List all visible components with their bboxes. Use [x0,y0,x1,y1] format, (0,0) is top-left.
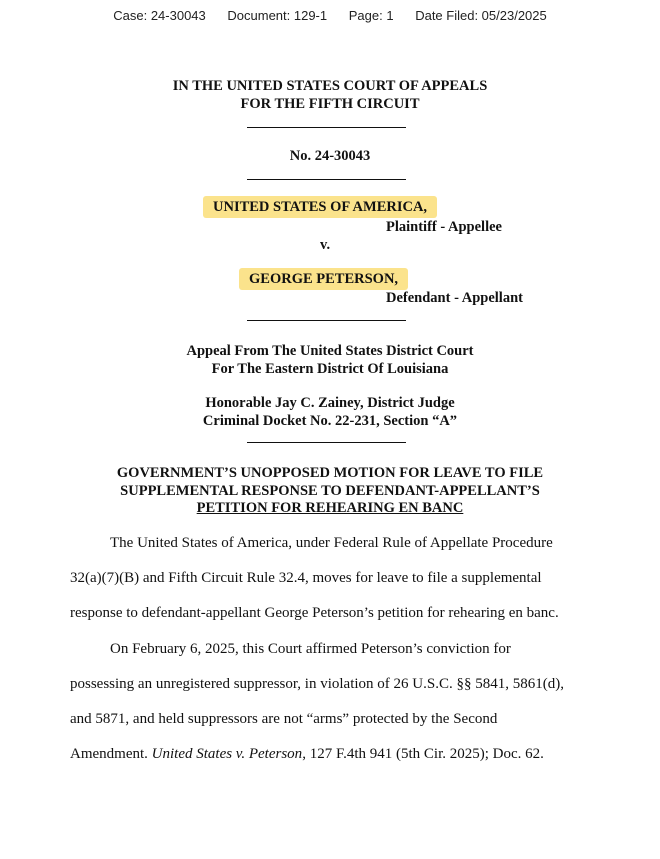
defendant-role: Defendant - Appellant [386,290,523,306]
court-name-line1: IN THE UNITED STATES COURT OF APPEALS [172,78,488,94]
judge-name: Honorable Jay C. Zainey, District Judge [205,395,455,411]
case-citation: United States v. Peterson [151,746,303,762]
paragraph2-line3: and 5871, and held suppressors are not “arms” protected by the Second [70,711,498,727]
appeal-from-line1: Appeal From The United States District Court [186,343,474,359]
defendant-name [239,271,408,288]
paragraph1-line3: response to defendant-appellant George Peterson’s petition for rehearing en banc. [70,605,559,621]
versus: v. [320,237,331,253]
appeal-from-line2: For The Eastern District Of Louisiana [211,361,449,377]
paragraph2-line1: On February 6, 2025, this Court affirmed Peterson’s conviction for [110,641,511,657]
paragraph2-line4-end: , 127 F.4th 941 (5th Cir. 2025); Doc. 62. [302,746,544,762]
plaintiff-role: Plaintiff - Appellee [386,219,502,235]
paragraph2-line4 [70,746,590,763]
paragraph1-line2: 32(a)(7)(B) and Fifth Circuit Rule 32.4, moves for leave to file a supplemental [70,570,542,586]
page-number-stamp: Page: 1 [348,8,394,23]
plaintiff-name [203,199,437,216]
document-number-stamp: Document: 129-1 [227,8,328,23]
date-filed-stamp: Date Filed: 05/23/2025 [415,8,547,23]
motion-title-line1: GOVERNMENT’S UNOPPOSED MOTION FOR LEAVE TO FILE [116,465,544,481]
docket-number: Criminal Docket No. 22-231, Section “A” [202,413,458,429]
paragraph2-line2: possessing an unregistered suppressor, in violation of 26 U.S.C. §§ 5841, 5861(d), [70,676,564,692]
divider [247,127,406,128]
divider [247,320,406,321]
case-number-stamp: Case: 24-30043 [113,8,206,23]
case-number: No. 24-30043 [289,148,371,164]
paragraph2-line4-start: Amendment. [70,746,152,762]
motion-title-line3-text: PETITION FOR REHEARING EN BANC [196,500,464,516]
defendant-name-highlight: GEORGE PETERSON, [239,268,408,290]
filing-header [0,8,660,23]
motion-title-line2: SUPPLEMENTAL RESPONSE TO DEFENDANT-APPELLANT’S [120,483,540,499]
plaintiff-name-highlight: UNITED STATES OF AMERICA, [203,196,437,218]
divider [247,179,406,180]
motion-title-line3 [0,500,660,517]
court-name-line2: FOR THE FIFTH CIRCUIT [240,96,420,112]
paragraph1-line1: The United States of America, under Federal Rule of Appellate Procedure [110,535,553,551]
divider [247,442,406,443]
